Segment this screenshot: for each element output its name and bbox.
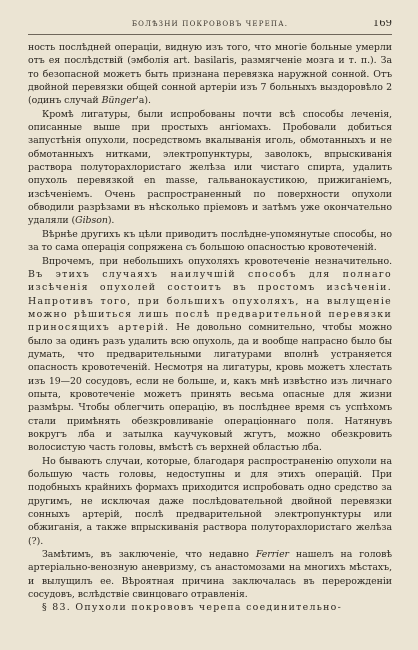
paragraph-2-text-a: Кромѣ лигатуры, были испробованы почти всѣ способы леченія, описанные выше при простыхъ ангіомахъ. Пробовали добиться запустѣнія опухоли, посредствомъ вкалыванія иголь, обмотанныхъ и не обмотанныхъ нитками, электропунктуры, заволокъ, впрыскиванія раствора полуторахлористаго желѣза или чистаго спирта, удалить опухоль перевязкой en masse, гальванокаустикою, прижиганіемъ, изсѣченіемъ. Очень распространенный по поверхности опухоли обводили разрѣзами въ нѣсколько пріемовъ и затѣмъ уже окончательно удаляли ( (28, 108, 392, 227)
paragraph-6 (28, 548, 392, 601)
paragraph-4 (28, 255, 392, 455)
running-head: БОЛѢЗНИ ПОКРОВОВЪ ЧЕРЕПА. (131, 20, 289, 28)
paragraph-5 (28, 455, 392, 548)
paragraph-1 (28, 41, 392, 108)
page-number: 169 (372, 20, 392, 29)
author-name-bunger: Bünger (101, 95, 137, 107)
paragraph-1-text-a: ность послѣдней операціи, видную изъ того, что многіе больные умерли отъ ея послѣдствій (эмболія art. basilaris, размягченіе мозга и т. п.). За то безопасной можетъ быть признана перевязка наружной сонной. Отъ двойной перевязки общей сонной артеріи изъ 7 больныхъ выздоровѣло 2 (одинъ случай (28, 42, 392, 107)
author-name-ferrier: Ferrier (255, 549, 289, 561)
paragraph-4-spaced-text: Въ этихъ случаяхъ наилучшій способъ для полнаго изсѣченія опухолей состоитъ въ простомъ изсѣченіи. Напротивъ того, при большихъ опухоляхъ, на вылущеніе можно рѣшиться лишь послѣ предварительной перевязки приносящихъ артерій. (28, 268, 392, 334)
paragraph-2-text-b: ). (107, 215, 115, 227)
author-name-gibson: Gibson (75, 215, 108, 227)
page-header (28, 20, 392, 35)
section-heading: § 83. Опухоли покрововъ черепа соединительно- (42, 602, 343, 614)
paragraph-1-text-b: 'а). (136, 95, 151, 107)
paragraph-2 (28, 108, 392, 228)
paragraph-4-text-b: Не довольно сомнительно, чтобы можно было за одинъ разъ удалить всю опухоль, да и вообще напрасно было бы думать, что предварительными лигатурами вполнѣ устраняется опасность кровотеченій. Несмотря на лигатуры, кровь можетъ хлестать изъ 19—20 сосудовъ, если не больше, и, какъ мнѣ извѣстно изъ личнаго опыта, кровотеченіе можетъ принять весьма опасные для жизни размѣры. Чтобы облегчить операцію, въ послѣднее время съ успѣхомъ стали примѣнять обезкровливаніе операціоннаго поля. Натянувъ вокругъ лба и затылка каучуковый жгутъ, можно обезкровить волосистую часть головы, вмѣстѣ съ верхней областью лба. (28, 322, 392, 454)
book-page (28, 20, 392, 632)
paragraph-3-text: Вѣрнѣе другихъ къ цѣли приводитъ послѣдне-упомянутые способы, но за то сама операція сопряжена съ большою опасностью кровотеченій. (28, 228, 392, 254)
paragraph-4-text-a: Впрочемъ, при небольшихъ опухоляхъ кровотеченіе незначительно. (42, 255, 392, 267)
paragraph-6-text-a: Замѣтимъ, въ заключеніе, что недавно (42, 549, 256, 561)
paragraph-3 (28, 228, 392, 255)
paragraph-5-text: Но бываютъ случаи, которые, благодаря распространенію опухоли на большую часть головы, недоступны и для этихъ операцій. При подобныхъ крайнихъ формахъ приходится испробовать одно средство за другимъ, не исключая даже послѣдовательной двойной перевязки сонныхъ артерій, послѣ предварительной электропунктуры или обжиганія, а также впрыскиванія раствора полуторахлористаго желѣза (?). (28, 455, 392, 547)
body-text (28, 41, 392, 615)
paragraph-6-text-b: нашелъ на головѣ артеріально-венозную аневризму, съ анастомозами на многихъ мѣстахъ, и вылущилъ ее. Вѣроятная причина заключалась въ перерожденіи сосудовъ, вслѣдствіе свинцоваго отравленія. (28, 549, 392, 601)
